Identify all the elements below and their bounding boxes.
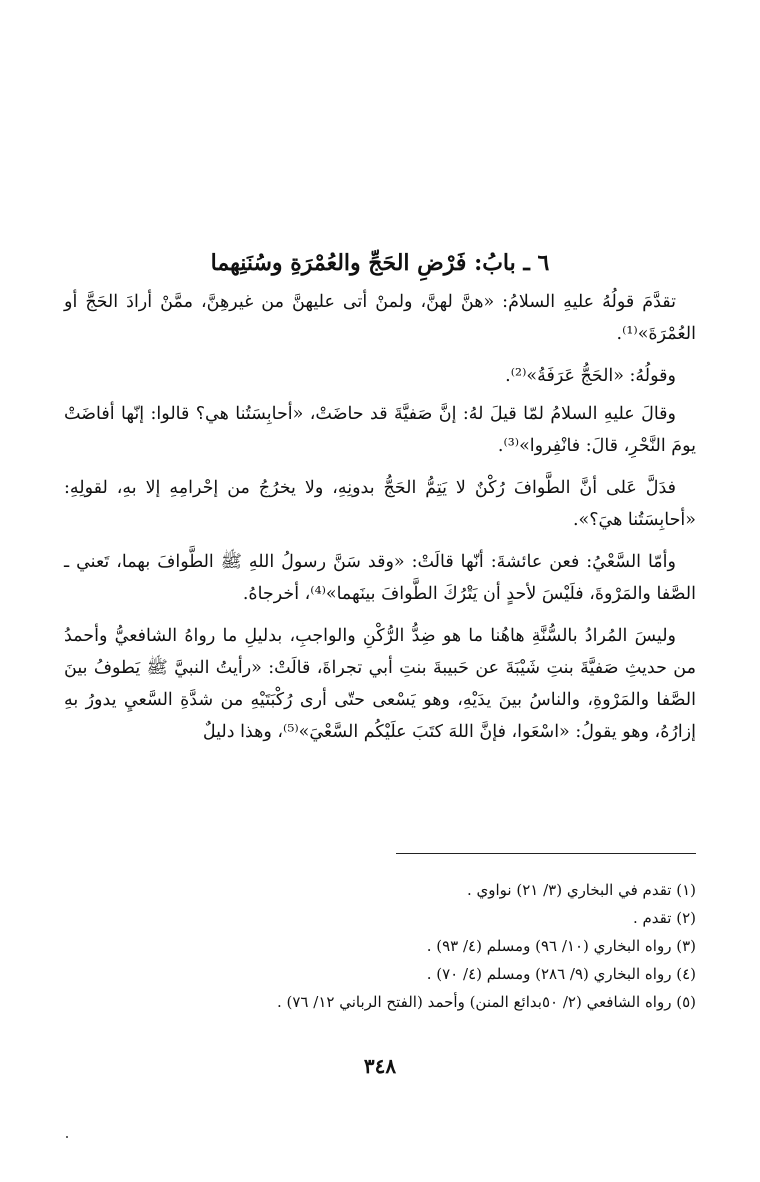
paragraph: وأمّا السَّعْيُ: فعن عائشةَ: أنّها قالَتْ: «وقد سَنَّ رسولُ اللهِ ﷺ الطَّوافَ بهما، تَعني ـ الصَّفا والمَرْوةَ، فلَيْسَ لأحدٍ أن يَتْرُكَ الطَّوافَ بينَهما»⁽⁴⁾، أخرجاهُ. xyxy=(64,552,696,604)
footnote: (٥) رواه الشافعي (٢/ ٥٠بدائع المنن) وأحمد (الفتح الرباني ١٢/ ٧٦) . xyxy=(276,993,696,1011)
paragraph: وقولُهُ: «الحَجُّ عَرَفَةُ»⁽²⁾. xyxy=(505,366,676,386)
paragraph: فدَلَّ عَلى أنَّ الطَّوافَ رُكْنٌ لا يَتِمُّ الحَجُّ بدونِهِ، ولا يخرُجُ من إحْرامِهِ إلا بهِ، لقولِهِ: «أحابِسَتُنا هيَ؟». xyxy=(64,478,696,530)
footnote: (٤) رواه البخاري (٩/ ٢٨٦) ومسلم (٤/ ٧٠) . xyxy=(426,965,696,983)
footnote-divider xyxy=(396,853,696,854)
footnote: (٣) رواه البخاري (١٠/ ٩٦) ومسلم (٤/ ٩٣) . xyxy=(426,937,696,955)
paragraph: وليسَ المُرادُ بالسُّنَّةِ هاهُنا ما هو ضِدُّ الرُّكْنِ والواجبِ، بدليلِ ما رواهُ الشافعيُّ وأحمدُ من حديثِ صَفيَّةَ بنتِ شَيْبَةَ عن حَبيبةَ بنتِ أبي تجراةَ، قالَتْ: «رأيتُ النبيَّ ﷺ يَطوفُ بينَ الصَّفا والمَرْوةِ، والناسُ بينَ يدَيْهِ، وهو يَسْعى حتّى أرى رُكْبَتَيْهِ من شدَّةِ السَّعيِ يدورُ بهِ إزارُهُ، وهو يقولُ: «اسْعَوا، فإنَّ اللهَ كتَبَ علَيْكُم السَّعْيَ»⁽⁵⁾، وهذا دليلٌ xyxy=(64,626,696,742)
scan-speck xyxy=(66,1136,68,1138)
footnotes xyxy=(200,876,696,1016)
page-number: ٣٤٨ xyxy=(363,1054,397,1078)
paragraph: وقالَ عليهِ السلامُ لمّا قيلَ لهُ: إنَّ صَفيَّةَ قد حاضَتْ، «أحابِسَتُنا هي؟ قالوا: إنّها أفاضَتْ يومَ النَّحْرِ، قالَ: فانْفِروا»⁽³⁾. xyxy=(64,404,696,456)
footnote: (٢) تقدم . xyxy=(632,909,696,927)
main-text xyxy=(64,286,696,758)
footnote: (١) تقدم في البخاري (٣/ ٢١) نواوي . xyxy=(466,881,696,899)
paragraph: تقدَّمَ قولُهُ عليهِ السلامُ: «هنَّ لهنَّ، ولمنْ أتى عليهنَّ من غيرهِنَّ، ممَّنْ أرادَ الحَجَّ أو العُمْرَةَ»⁽¹⁾. xyxy=(64,292,696,344)
chapter-heading: ٦ ـ بابُ: فَرْضِ الحَجِّ والعُمْرَةِ وسُنَنِهما xyxy=(210,250,550,276)
